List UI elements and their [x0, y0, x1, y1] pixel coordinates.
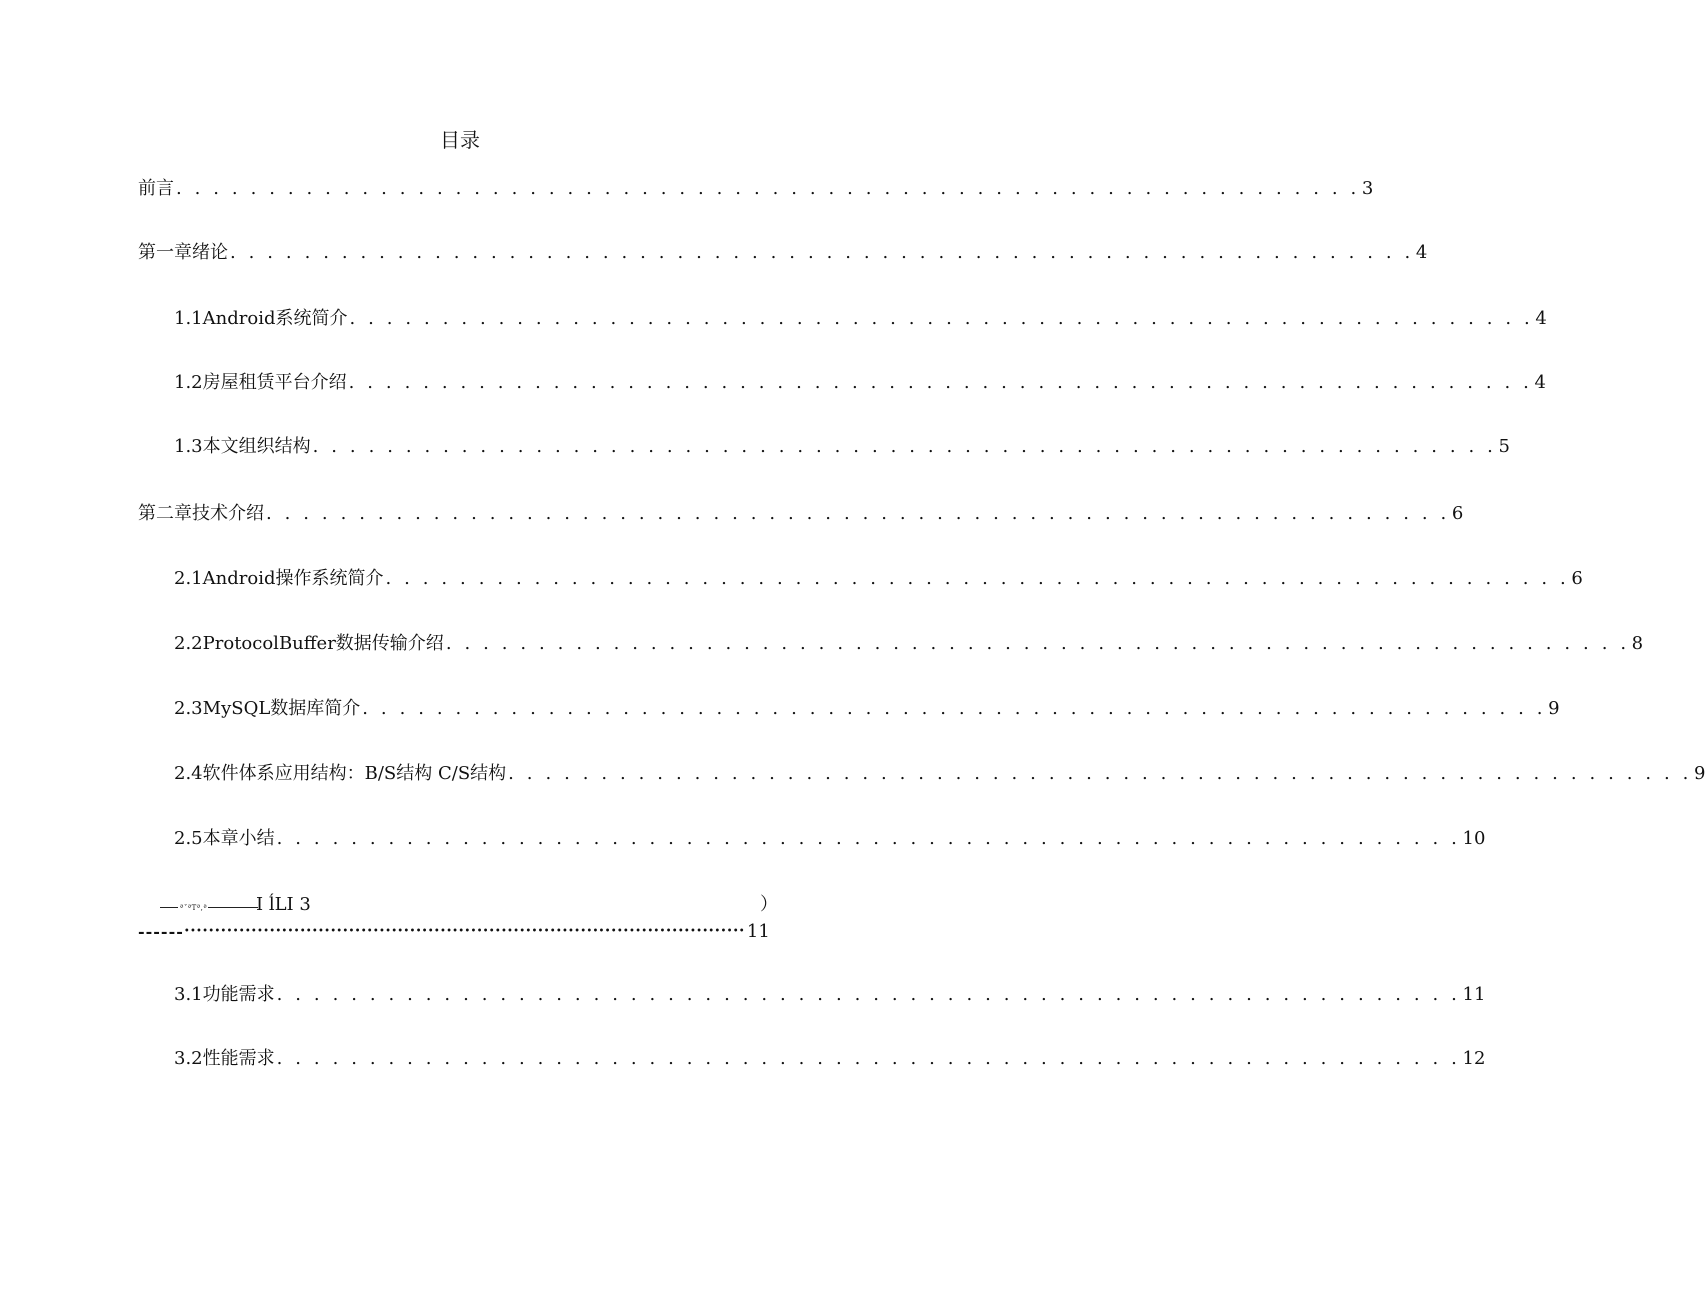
toc-entry-chapter-3-leader[interactable]: [138, 918, 770, 944]
toc-entry-1-1[interactable]: [174, 306, 1547, 332]
toc-entry-page: 6: [1451, 503, 1464, 524]
toc-entry-2-2[interactable]: [174, 631, 1644, 657]
dot-leader: . . . . . . . . . . . . . . . . . . . . . . . . . . . . . . . . . . . . . . . . . . . . . . . . . . . . . . . . . . . . . . . .: [230, 242, 1414, 263]
toc-entry-1-2[interactable]: [174, 370, 1546, 396]
toc-entry-page: 6: [1571, 568, 1583, 589]
toc-entry-number: 1.2: [174, 372, 203, 393]
toc-title: 目录: [440, 128, 480, 152]
toc-entry-label: 本文组织结构: [202, 436, 311, 457]
toc-entry-number: 1.1: [174, 308, 203, 329]
dot-leader: . . . . . . . . . . . . . . . . . . . . . . . . . . . . . . . . . . . . . . . . . . . . . . . . . . . . . . . . . . . . . . . .: [362, 698, 1547, 719]
dot-leader: . . . . . . . . . . . . . . . . . . . . . . . . . . . . . . . . . . . . . . . . . . . . . . . . . . . . . . . . . . . . . . . .: [349, 308, 1534, 329]
toc-entry-label: 第二章技术介绍: [138, 503, 264, 524]
closing-paren: ）: [760, 894, 778, 915]
toc-entry-label: 第一章绪论: [138, 242, 228, 263]
toc-entry-3-1[interactable]: [174, 982, 1486, 1008]
toc-entry-label: MySQL数据库简介: [202, 698, 361, 719]
toc-entry-page: 9: [1548, 698, 1560, 719]
toc-entry-preface[interactable]: [138, 176, 1374, 202]
toc-entry-2-1[interactable]: [174, 566, 1583, 592]
toc-entry-2-3[interactable]: [174, 696, 1560, 722]
toc-entry-number: 1.3: [174, 436, 203, 457]
toc-entry-3-2[interactable]: [174, 1046, 1486, 1072]
dot-leader: . . . . . . . . . . . . . . . . . . . . . . . . . . . . . . . . . . . . . . . . . . . . . . . . . . . . . . . . . . . . . . . .: [276, 1048, 1461, 1069]
toc-entry-page: 3: [1361, 178, 1374, 199]
toc-entry-number: 2.1: [174, 568, 203, 589]
toc-entry-label: 本章小结: [202, 828, 275, 849]
toc-entry-number: 2.4: [174, 763, 203, 784]
toc-entry-page: 8: [1631, 633, 1644, 654]
toc-entry-label: 前言: [138, 178, 174, 199]
dot-leader: . . . . . . . . . . . . . . . . . . . . . . . . . . . . . . . . . . . . . . . . . . . . . . . . . . . . . . . . . . . . . . . .: [312, 436, 1497, 457]
toc-entry-label: 软件体系应用结构：B/S结构 C/S结构: [202, 763, 507, 784]
bullet-leader: ••••••••••••••••••••••••••••••••••••••••••••••••••••••••••••••••••••••••••••••••••••••••••••: [183, 925, 745, 937]
toc-entry-number: 2.3: [174, 698, 203, 719]
garbled-tiny-text: ªˇªTª,ª: [180, 904, 208, 912]
toc-entry-page: 9: [1694, 763, 1705, 784]
garbled-fragment: I ĺLI 3: [256, 894, 311, 915]
dot-leader: . . . . . . . . . . . . . . . . . . . . . . . . . . . . . . . . . . . . . . . . . . . . . . . . . . . . . . . . . . . . . . . .: [445, 633, 1630, 654]
toc-entry-chapter-2[interactable]: [138, 501, 1464, 527]
toc-entry-label: Android系统简介: [202, 308, 348, 329]
toc-entry-1-3[interactable]: [174, 434, 1510, 460]
toc-entry-page: 11: [746, 920, 770, 942]
toc-entry-label: ProtocolBuffer数据传输介绍: [202, 633, 444, 654]
toc-entry-page: 5: [1498, 436, 1510, 457]
toc-entry-page: 4: [1534, 372, 1546, 393]
toc-entry-page: 4: [1415, 242, 1428, 263]
toc-entry-2-5[interactable]: [174, 826, 1486, 852]
dot-leader: . . . . . . . . . . . . . . . . . . . . . . . . . . . . . . . . . . . . . . . . . . . . . . . . . . . . . . . . . . . . . . . .: [176, 178, 1360, 199]
toc-entry-label: 性能需求: [202, 1048, 275, 1069]
dot-leader: . . . . . . . . . . . . . . . . . . . . . . . . . . . . . . . . . . . . . . . . . . . . . . . . . . . . . . . . . . . . . . . .: [385, 568, 1570, 589]
toc-entry-chapter-1[interactable]: [138, 240, 1428, 266]
dot-leader: . . . . . . . . . . . . . . . . . . . . . . . . . . . . . . . . . . . . . . . . . . . . . . . . . . . . . . . . . . . . . . . .: [276, 984, 1461, 1005]
toc-entry-number: 3.1: [174, 984, 203, 1005]
toc-entry-chapter-3-garbled: [158, 893, 778, 917]
dot-leader: . . . . . . . . . . . . . . . . . . . . . . . . . . . . . . . . . . . . . . . . . . . . . . . . . . . . . . . . . . . . . . . .: [266, 503, 1450, 524]
toc-entry-label: 功能需求: [202, 984, 275, 1005]
dot-leader: . . . . . . . . . . . . . . . . . . . . . . . . . . . . . . . . . . . . . . . . . . . . . . . . . . . . . . . . . . . . . . . .: [508, 763, 1693, 784]
underline-rule: [208, 907, 258, 908]
toc-entry-2-4[interactable]: [174, 761, 1705, 787]
toc-entry-page: 11: [1462, 984, 1486, 1005]
dot-leader: . . . . . . . . . . . . . . . . . . . . . . . . . . . . . . . . . . . . . . . . . . . . . . . . . . . . . . . . . . . . . . . .: [348, 372, 1533, 393]
toc-entry-number: 2.2: [174, 633, 203, 654]
dash-leader: ------: [138, 921, 184, 941]
toc-entry-number: 2.5: [174, 828, 203, 849]
toc-entry-page: 12: [1462, 1048, 1486, 1069]
toc-entry-page: 4: [1535, 308, 1547, 329]
toc-entry-number: 3.2: [174, 1048, 203, 1069]
dot-leader: . . . . . . . . . . . . . . . . . . . . . . . . . . . . . . . . . . . . . . . . . . . . . . . . . . . . . . . . . . . . . . . .: [276, 828, 1461, 849]
toc-entry-page: 10: [1462, 828, 1486, 849]
underline-rule: [160, 907, 178, 908]
toc-entry-label: 房屋租赁平台介绍: [202, 372, 347, 393]
toc-entry-label: Android操作系统简介: [202, 568, 384, 589]
